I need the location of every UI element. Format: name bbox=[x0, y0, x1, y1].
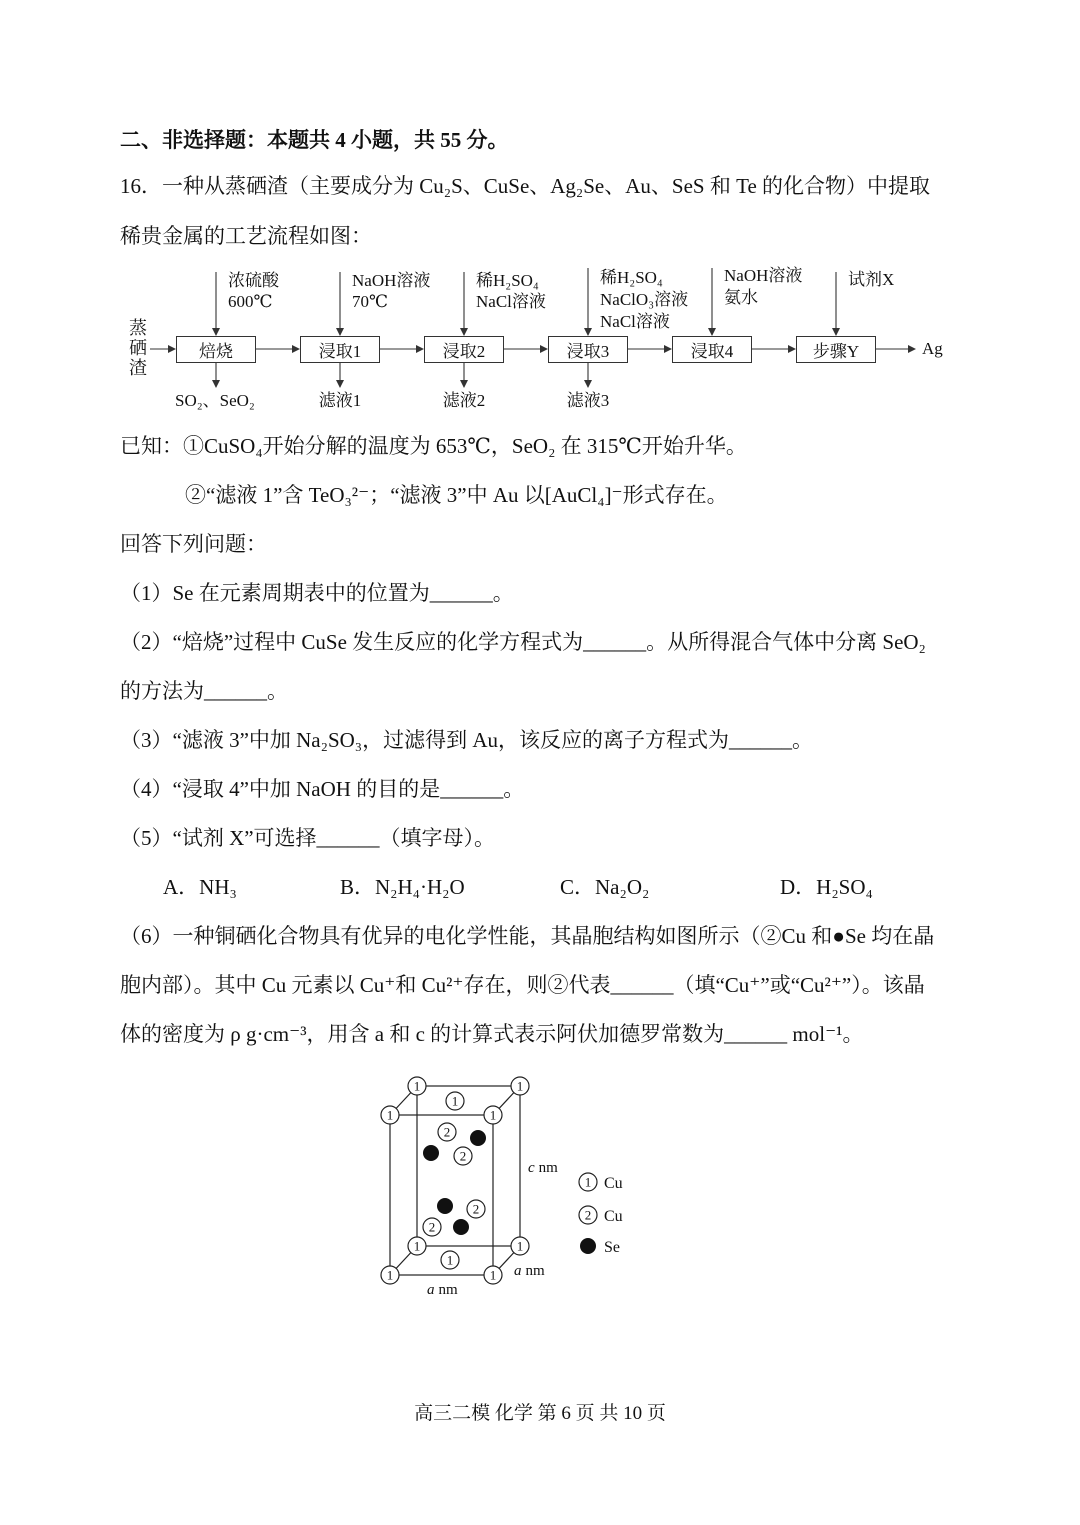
dimension-a-width-label bbox=[427, 1282, 458, 1298]
legend-element: Cu bbox=[604, 1175, 623, 1192]
sub-question-3: （3）“滤液 3”中加 Na₂SO₃，过滤得到 Au，该反应的离子方程式为______。 bbox=[120, 728, 814, 752]
legend-item-se bbox=[580, 1238, 620, 1256]
legend-item-cu-site-2 bbox=[579, 1206, 623, 1225]
section-heading: 二、非选择题：本题共 4 小题，共 55 分。 bbox=[120, 128, 509, 152]
flow-step-leach-3: 浸取3 bbox=[548, 336, 628, 363]
flow-step-leach-2: 浸取2 bbox=[424, 336, 504, 363]
a-unit: nm bbox=[438, 1282, 458, 1298]
flow-input-step-6-reagent: 试剂X bbox=[848, 270, 895, 289]
cu-site-1-atom bbox=[511, 1077, 529, 1095]
flow-input-step-4-reagent-1: 稀H₂SO₄ bbox=[600, 268, 663, 287]
answer-prompt: 回答下列问题： bbox=[120, 532, 267, 556]
flow-input-step-2-condition: 70℃ bbox=[352, 292, 389, 311]
cu-site-1-atom-label: 1 bbox=[413, 1238, 421, 1254]
cu-site-2-atom-label: 2 bbox=[459, 1148, 467, 1164]
cu-site-1-atom-label: 1 bbox=[489, 1267, 497, 1283]
crystal-cell-figure bbox=[370, 1070, 640, 1305]
flow-output-step-3: 滤液2 bbox=[442, 391, 486, 410]
a-symbol: a bbox=[427, 1282, 435, 1298]
sub-question-1: （1）Se 在元素周期表中的位置为______。 bbox=[120, 581, 514, 605]
cu-site-1-atom bbox=[408, 1077, 426, 1095]
cu-site-1-atom-label: 1 bbox=[386, 1267, 394, 1283]
question-16-intro-line-1: 16．一种从蒸硒渣（主要成分为 Cu₂S、CuSe、Ag₂Se、Au、SeS 和 Te 的化合物）中提取 bbox=[120, 174, 931, 198]
option-b: B．N₂H₄·H₂O bbox=[340, 875, 465, 899]
sub-question-6-line-2: 胞内部）。其中 Cu 元素以 Cu⁺和 Cu²⁺存在，则②代表______（填“Cu⁺”或“Cu²⁺”）。该晶 bbox=[120, 973, 925, 997]
question-16-intro-line-2: 稀贵金属的工艺流程如图： bbox=[120, 224, 372, 248]
flow-feed-label: 蒸硒渣 bbox=[127, 318, 147, 378]
flow-output-step-1: SO₂、SeO₂ bbox=[175, 391, 255, 410]
a-unit: nm bbox=[525, 1263, 545, 1279]
option-c: C．Na₂O₂ bbox=[560, 875, 650, 899]
flow-input-step-2-reagent: NaOH溶液 bbox=[352, 271, 431, 290]
flow-step-leach-4: 浸取4 bbox=[672, 336, 752, 363]
cu-site-1-atom bbox=[408, 1237, 426, 1255]
cu-site-1-atom-label: 1 bbox=[446, 1252, 454, 1268]
process-flowchart bbox=[0, 255, 1080, 425]
flow-input-step-1-reagent: 浓硫酸 bbox=[228, 271, 279, 290]
dimension-a-depth-label bbox=[514, 1263, 545, 1279]
option-d: D．H₂SO₄ bbox=[780, 875, 873, 899]
flow-step-y: 步骤Y bbox=[796, 336, 876, 363]
cu-site-1-atom-label: 1 bbox=[386, 1107, 394, 1123]
a-symbol: a bbox=[514, 1263, 522, 1279]
legend-marker-label: 2 bbox=[584, 1207, 592, 1223]
flow-input-step-4-reagent-2: NaClO₃溶液 bbox=[600, 290, 689, 309]
flow-input-step-5-reagent-1: NaOH溶液 bbox=[724, 266, 803, 285]
sub-question-5: （5）“试剂 X”可选择______（填字母）。 bbox=[120, 826, 496, 850]
sub-question-4: （4）“浸取 4”中加 NaOH 的目的是______。 bbox=[120, 777, 525, 801]
legend-element: Cu bbox=[604, 1208, 623, 1225]
sub-question-6-line-3: 体的密度为 ρ g·cm⁻³，用含 a 和 c 的计算式表示阿伏加德罗常数为______ mol⁻¹。 bbox=[120, 1022, 864, 1046]
cu-site-2-atom bbox=[438, 1123, 456, 1141]
cu-site-2-atom-label: 2 bbox=[472, 1201, 480, 1217]
cu-site-1-atom-label: 1 bbox=[489, 1107, 497, 1123]
cu-site-2-atom bbox=[454, 1147, 472, 1165]
legend-marker-label: 1 bbox=[584, 1174, 592, 1190]
flow-product-label: Ag bbox=[922, 339, 943, 358]
cu-site-1-atom bbox=[484, 1266, 502, 1284]
cu-site-2-atom bbox=[423, 1218, 441, 1236]
cu-site-1-atom bbox=[381, 1106, 399, 1124]
known-condition-2: ②“滤液 1”含 TeO₃²⁻；“滤液 3”中 Au 以[AuCl₄]⁻形式存在。 bbox=[185, 483, 728, 507]
flow-input-step-3-reagent-1: 稀H₂SO₄ bbox=[476, 271, 539, 290]
se-atom bbox=[470, 1130, 486, 1146]
flow-step-roasting: 焙烧 bbox=[176, 336, 256, 363]
cu-site-1-atom bbox=[441, 1251, 459, 1269]
option-a: A．NH₃ bbox=[163, 875, 237, 899]
flow-input-step-4-reagent-3: NaCl溶液 bbox=[600, 312, 670, 331]
flow-output-step-2: 滤液1 bbox=[318, 391, 362, 410]
cu-site-1-atom-label: 1 bbox=[516, 1238, 524, 1254]
cu-site-1-atom bbox=[381, 1266, 399, 1284]
sub-question-2-line-2: 的方法为______。 bbox=[120, 679, 288, 703]
legend-element: Se bbox=[604, 1239, 620, 1256]
cu-site-2-atom bbox=[467, 1200, 485, 1218]
legend-item-cu-site-1 bbox=[579, 1173, 623, 1192]
c-symbol: c bbox=[528, 1160, 535, 1176]
filled-circle-icon bbox=[580, 1238, 596, 1254]
cu-site-1-atom bbox=[446, 1092, 464, 1110]
flow-input-step-5-reagent-2: 氨水 bbox=[724, 288, 758, 307]
flow-output-step-4: 滤液3 bbox=[566, 391, 610, 410]
flowchart-arrows bbox=[0, 255, 1080, 425]
sub-question-6-line-1: （6）一种铜硒化合物具有优异的电化学性能，其晶胞结构如图所示（②Cu 和●Se 均在晶 bbox=[120, 924, 935, 948]
known-condition-1: 已知：①CuSO₄开始分解的温度为 653℃，SeO₂ 在 315℃开始升华。 bbox=[120, 434, 747, 458]
cu-site-1-atom bbox=[511, 1237, 529, 1255]
cu-site-1-atom-label: 1 bbox=[451, 1093, 459, 1109]
sub-question-2-line-1: （2）“焙烧”过程中 CuSe 发生反应的化学方程式为______。从所得混合气体中分离 SeO₂ bbox=[120, 630, 926, 654]
legend bbox=[579, 1173, 623, 1256]
flow-step-leach-1: 浸取1 bbox=[300, 336, 380, 363]
se-atom bbox=[453, 1219, 469, 1235]
cu-site-1-atom bbox=[484, 1106, 502, 1124]
se-atom bbox=[423, 1145, 439, 1161]
flow-input-step-3-reagent-2: NaCl溶液 bbox=[476, 292, 546, 311]
flow-input-step-1-condition: 600℃ bbox=[228, 292, 273, 311]
cu-site-1-atom-label: 1 bbox=[516, 1078, 524, 1094]
c-unit: nm bbox=[538, 1160, 558, 1176]
cu-site-1-atom-label: 1 bbox=[413, 1078, 421, 1094]
cu-site-2-atom-label: 2 bbox=[443, 1124, 451, 1140]
se-atom bbox=[437, 1198, 453, 1214]
atom-sites bbox=[381, 1077, 529, 1284]
page-footer: 高三二模 化学 第 6 页 共 10 页 bbox=[414, 1403, 666, 1424]
cu-site-2-atom-label: 2 bbox=[428, 1219, 436, 1235]
dimension-c-label bbox=[528, 1160, 558, 1176]
